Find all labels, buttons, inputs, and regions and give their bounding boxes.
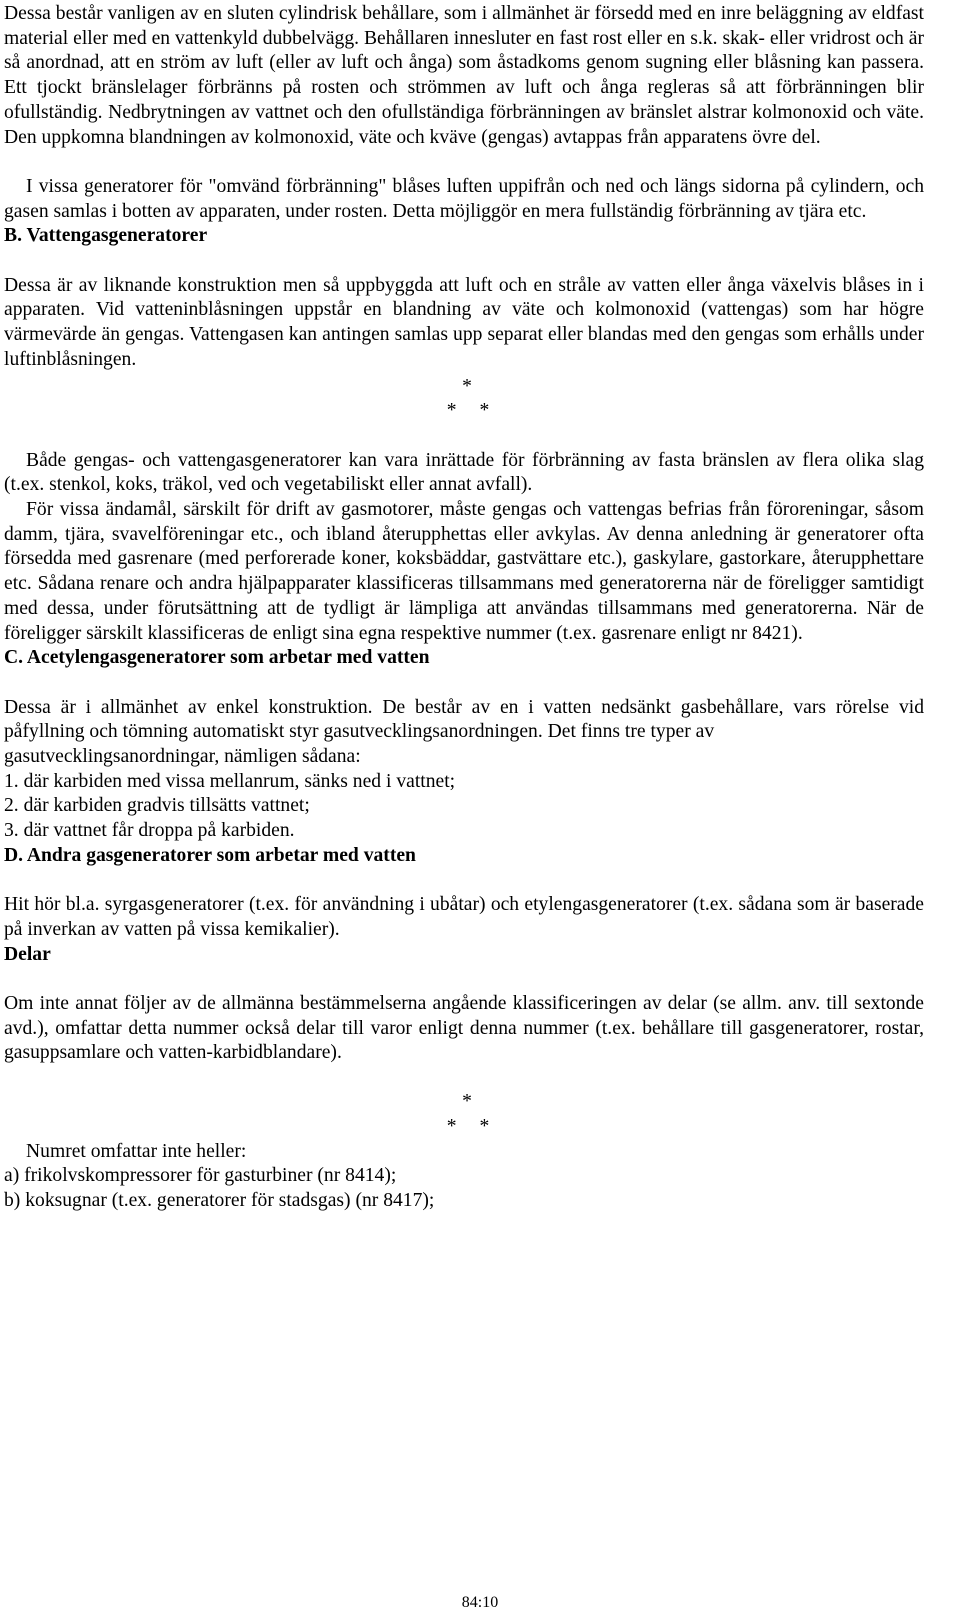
- list-item: a) frikolvskompressorer för gasturbiner (nr 8414);: [4, 1165, 397, 1187]
- asterisk-divider: [4, 375, 924, 424]
- paragraph-other-generators: Hit hör bl.a. syrgasgeneratorer (t.ex. för användning i ubåtar) och etylengasgeneratorer (t.ex. sådana som är baserade på inverkan av vatten på vissa kemikalier).: [4, 894, 924, 940]
- asterisk-bottom: * *: [446, 400, 490, 422]
- asterisk-top: *: [462, 375, 472, 397]
- list-exclusions: [4, 1164, 924, 1213]
- list-item: 1. där karbiden med vissa mellanrum, sänks ned i vattnet;: [4, 770, 456, 792]
- list-item: b) koksugnar (t.ex. generatorer för stadsgas) (nr 8417);: [4, 1189, 435, 1211]
- list-item: 2. där karbiden gradvis tillsätts vattnet;: [4, 795, 310, 817]
- section-heading-d: D. Andra gasgeneratorer som arbetar med vatten: [4, 844, 416, 866]
- paragraph-parts: Om inte annat följer av de allmänna bestämmelserna angående klassificeringen av delar (se allm. anv. till sextonde avd.), omfattar detta nummer också delar till varor enligt denna nummer (t.ex. behållare till gasgeneratorer, rostar, gasuppsamlare och vatten-karbidblandare).: [4, 993, 924, 1064]
- section-heading-delar: Delar: [4, 943, 51, 965]
- paragraph-gas-cleaning: För vissa ändamål, särskilt för drift av gasmotorer, måste gengas och vattengas befrias från föroreningar, såsom damm, tjära, svavelföreningar etc., och ibland återupphettas eller avkylas. Av denna anledning är generatorer ofta försedda med gasrenare (med perforerade koner, koksbäddar, gastvättare etc.), gaskylare, gastorkare, återupphettare etc. Sådana renare och andra hjälpapparater klassificeras tillsammans med generatorerna när de föreligger samtidigt med dessa, under förutsättning att de tydligt är lämpliga att användas tillsammans med generatorerna. När de föreligger särskilt klassificeras de enligt sina egna respektive nummer (t.ex. gasrenare enligt nr 8421).: [4, 499, 924, 644]
- paragraph-reverse-combustion: I vissa generatorer för "omvänd förbränning" blåses luften uppifrån och ned och längs sidorna på cylindern, och gasen samlas i botten av apparaten, under rosten. Detta möjliggör en mera fullständig förbränning av tjära etc.: [4, 175, 924, 222]
- asterisk-top: *: [462, 1091, 472, 1113]
- paragraph-gengas-description: Dessa består vanligen av en sluten cylindrisk behållare, som i allmänhet är försedd med en inre beläggning av eldfast material eller med en vattenkyld dubbelvägg. Behållaren innesluter en fast rost eller en s.k. skak- eller vridrost och är så anordnad, att en ström av luft (eller av luft och ånga) som åstadkoms genom sugning eller blåsning kan passera. Ett tjockt bränslelager förbränns på rosten och strömmen av luft och ånga regleras så att förbränningen blir ofullständig. Nedbrytningen av vattnet och den ofullständiga förbränningen av bränslet alstrar kolmonoxid och väte. Den uppkomna blandningen av kolmonoxid, väte och kväve (gengas) avtappas från apparatens övre del.: [4, 3, 924, 148]
- list-item: 3. där vattnet får droppa på karbiden.: [4, 820, 295, 842]
- paragraph-acetylene: Dessa är i allmänhet av enkel konstruktion. De består av en i vatten nedsänkt gasbehållare, vars rörelse vid påfyllning och tömning automatiskt styr gasutvecklingsanordningen. Det finns tre typer av: [4, 696, 924, 743]
- page-number: 84:10: [461, 1594, 499, 1611]
- paragraph-water-gas: Dessa är av liknande konstruktion men så uppbyggda att luft och en stråle av vatten eller ånga växelvis blåses in i apparaten. Vid vatteninblåsningen uppstår en blandning av väte och kolmonoxid (vattengas) som har högre värmevärde än gengas. Vattengasen kan antingen samlas upp separat eller blandas med den gengas som erhålls under luftinblåsningen.: [4, 274, 924, 370]
- asterisk-divider: [4, 1090, 924, 1139]
- section-heading-b: B. Vattengasgeneratorer: [4, 225, 208, 247]
- paragraph-fuel-types: Både gengas- och vattengasgeneratorer kan vara inrättade för förbränning av fasta bränslen av flera olika slag (t.ex. stenkol, koks, träkol, ved och vegetabiliskt eller annat avfall).: [4, 449, 924, 496]
- asterisk-bottom: * *: [446, 1115, 490, 1137]
- paragraph-acetylene-cont: gasutvecklingsanordningar, nämligen sådana:: [4, 746, 361, 768]
- document-page: [4, 2, 924, 1214]
- section-heading-c: C. Acetylengasgeneratorer som arbetar med vatten: [4, 647, 430, 669]
- list-acetylene-types: [4, 770, 924, 844]
- paragraph-exclusions-intro: Numret omfattar inte heller:: [26, 1140, 247, 1162]
